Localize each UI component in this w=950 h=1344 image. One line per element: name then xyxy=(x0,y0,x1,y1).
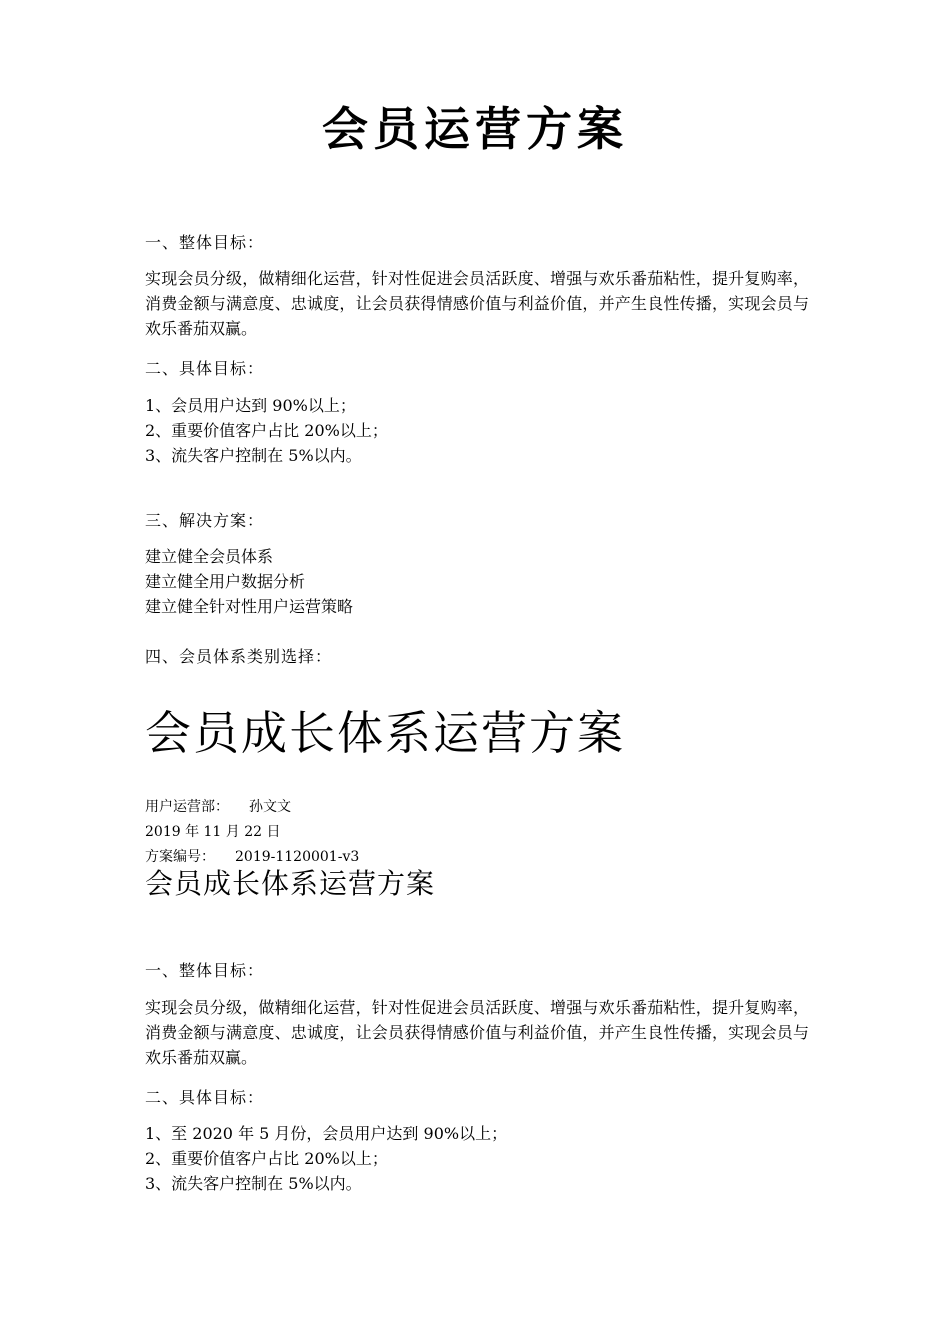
growth-plan-subtitle: 会员成长体系运营方案 xyxy=(145,867,436,900)
section-heading-system-type: 四、会员体系类别选择： xyxy=(145,647,333,666)
list-item: 1、至 2020 年 5 月份，会员用户达到 90%以上； xyxy=(145,1124,508,1143)
meta-department-label: 用户运营部： xyxy=(145,799,229,815)
list-item: 2、重要价值客户占比 20%以上； xyxy=(145,1149,388,1168)
meta-plan-number-value: 2019-1120001-v3 xyxy=(235,849,360,865)
list-item: 2、重要价值客户占比 20%以上； xyxy=(145,421,388,440)
section-heading-overall-goal: 一、整体目标： xyxy=(145,233,265,252)
section-heading-solutions: 三、解决方案： xyxy=(145,511,265,530)
section-heading-specific-goals: 二、具体目标： xyxy=(145,359,265,378)
list-item: 建立健全用户数据分析 xyxy=(145,572,306,591)
section-body-overall-goal-2: 实现会员分级，做精细化运营，针对性促进会员活跃度、增强与欢乐番茄粘性，提升复购率，消费金额与满意度、忠诚度，让会员获得情感价值与利益价值，并产生良性传播，实现会员与欢乐番茄双赢。 xyxy=(145,998,809,1067)
meta-date: 2019 年 11 月 22 日 xyxy=(145,824,281,840)
meta-plan-number xyxy=(145,846,359,868)
section-heading-overall-goal-2: 一、整体目标： xyxy=(145,961,265,980)
list-item: 1、会员用户达到 90%以上； xyxy=(145,396,356,415)
document-title: 会员运营方案 xyxy=(322,102,628,156)
list-item: 3、流失客户控制在 5%以内。 xyxy=(145,446,362,465)
meta-department xyxy=(145,796,291,818)
list-item: 3、流失客户控制在 5%以内。 xyxy=(145,1174,362,1193)
section-body-overall-goal: 实现会员分级，做精细化运营，针对性促进会员活跃度、增强与欢乐番茄粘性，提升复购率，消费金额与满意度、忠诚度，让会员获得情感价值与利益价值，并产生良性传播，实现会员与欢乐番茄双赢。 xyxy=(145,269,809,338)
meta-department-value: 孙文文 xyxy=(249,799,291,815)
list-item: 建立健全会员体系 xyxy=(145,547,274,566)
meta-plan-number-label: 方案编号： xyxy=(145,849,215,865)
list-item: 建立健全针对性用户运营策略 xyxy=(145,597,354,616)
section-heading-specific-goals-2: 二、具体目标： xyxy=(145,1088,265,1107)
growth-plan-title: 会员成长体系运营方案 xyxy=(145,706,625,760)
